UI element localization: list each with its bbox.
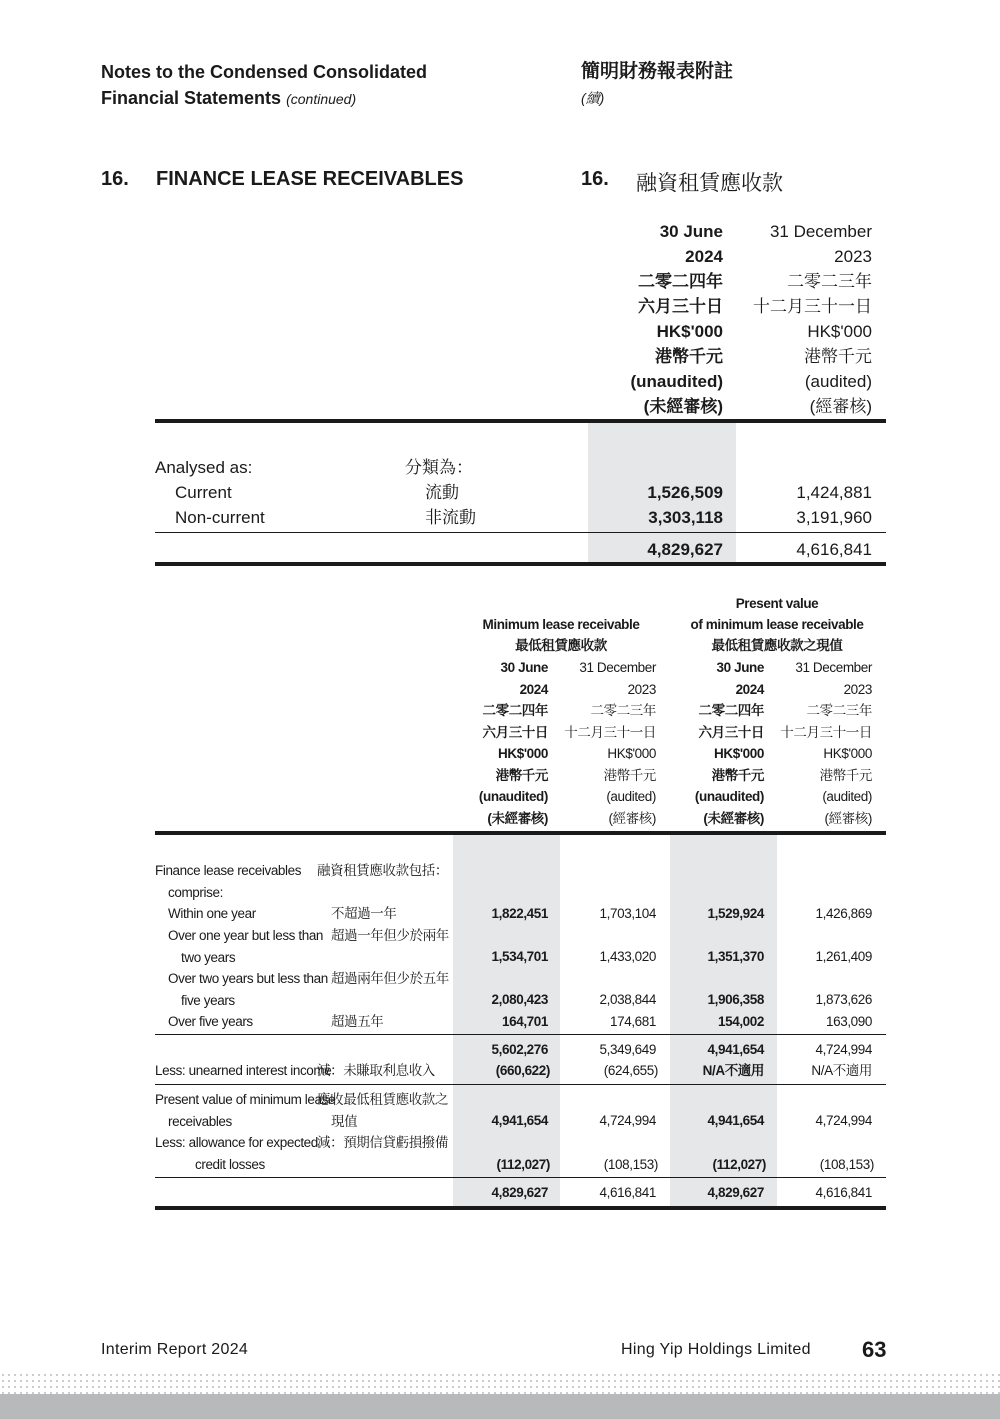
t2-col4-header xyxy=(772,657,872,829)
t2-row-pv-zh xyxy=(317,1089,448,1132)
t2-ecl-v3: (112,027) xyxy=(712,1157,766,1172)
t1-h1-l6: (unaudited) xyxy=(630,372,723,391)
t1-row-noncurrent-v2: 3,191,960 xyxy=(796,508,872,527)
section-title-zh: 融資租賃應收款 xyxy=(636,172,783,195)
t1-row-current-en: Current xyxy=(175,483,232,502)
t2-row-unearned-en: Less: unearned interest income xyxy=(155,1063,332,1078)
t2-within1-v4: 1,426,869 xyxy=(815,906,872,921)
t2-c2-l5: 港幣千元 xyxy=(603,767,656,783)
t2-subtotal-v2: 5,349,649 xyxy=(599,1042,656,1057)
t2-group-pv-l2: 最低租賃應收款之現值 xyxy=(711,638,843,653)
t2-2to5-v4: 1,873,626 xyxy=(815,992,872,1007)
t1-col-current-header xyxy=(560,219,723,419)
t2-col1-header xyxy=(448,657,548,829)
t2-2to5-v2: 2,038,844 xyxy=(599,992,656,1007)
t2-row-within1-zh: 不超過一年 xyxy=(331,906,397,921)
t2-within1-v2: 1,703,104 xyxy=(599,906,656,921)
t1-row-current-v1: 1,526,509 xyxy=(647,483,723,502)
t1-h2-l3: 十二月三十一日 xyxy=(753,297,872,316)
t2-c3-l1: 2024 xyxy=(735,681,764,697)
t2-group-pv-header xyxy=(670,593,884,656)
t2-c3-l3: 六月三十日 xyxy=(698,724,764,740)
t2-row-pv-en-l1: receivables xyxy=(168,1113,232,1129)
t2-c4-l1: 2023 xyxy=(843,681,872,697)
t2-row-2to5-zh: 超過兩年但少於五年 xyxy=(331,971,449,986)
t2-c4-l4: HK$'000 xyxy=(823,746,872,761)
t1-row-analysed xyxy=(155,455,252,480)
t2-col3-header xyxy=(664,657,764,829)
t2-row-comprise-en xyxy=(155,860,301,903)
t1-h2-l2: 二零二三年 xyxy=(787,272,872,291)
continued-label-en: (continued) xyxy=(286,91,357,107)
t2-total-top-rule xyxy=(155,1177,886,1178)
t2-c2-l6: (audited) xyxy=(606,789,656,804)
notes-title-zh xyxy=(581,59,733,111)
t1-h1-l7: (未經審核) xyxy=(643,397,723,416)
section-number-zh: 16. xyxy=(581,168,609,190)
t2-group-pv-l1: of minimum lease receivable xyxy=(690,617,864,632)
t2-row-comprise-en-l0: Finance lease receivables xyxy=(155,863,302,878)
t2-row-over5-zh: 超過五年 xyxy=(331,1014,384,1029)
t2-subtotal-v3: 4,941,654 xyxy=(707,1042,764,1057)
t2-group-pv-l0: Present value xyxy=(735,596,819,611)
t1-row-noncurrent-en: Non-current xyxy=(175,508,265,527)
t2-pv-v2: 4,724,994 xyxy=(599,1113,656,1128)
t2-subtotal-v4: 4,724,994 xyxy=(815,1042,872,1057)
footer-grey-band xyxy=(0,1394,1000,1419)
t2-over5-v3: 154,002 xyxy=(718,1014,764,1029)
t2-total-bottom-rule xyxy=(155,1206,886,1210)
t1-row-analysed-zh: 分類為： xyxy=(405,458,473,477)
t2-c1-l2: 二零二四年 xyxy=(482,703,548,718)
footer-dot-pattern xyxy=(0,1372,1000,1394)
t2-1to2-v1: 1,534,701 xyxy=(491,949,548,964)
t2-over5-v4: 163,090 xyxy=(826,1014,872,1029)
t2-c3-l7: (未經審核) xyxy=(703,810,764,826)
t2-unearned-v3: N/A不適用 xyxy=(702,1063,764,1078)
t1-col-prior-header xyxy=(726,219,872,419)
t2-c2-l1: 2023 xyxy=(627,681,656,697)
t2-unearned-v4: N/A不適用 xyxy=(811,1063,872,1078)
t2-row-within1-en: Within one year xyxy=(168,906,256,921)
t1-h1-l3: 六月三十日 xyxy=(638,297,723,316)
t2-row-pv-en-l0: Present value of minimum lease xyxy=(155,1092,336,1107)
t2-c1-l1: 2024 xyxy=(519,681,548,697)
t2-c1-l0: 30 June xyxy=(500,660,548,675)
t2-c4-l3: 十二月三十一日 xyxy=(780,724,872,740)
t2-1to2-v2: 1,433,020 xyxy=(599,949,656,964)
continued-label-zh: (續) xyxy=(581,90,605,106)
t2-row-1to2-en-l1: two years xyxy=(181,949,236,965)
t2-row-unearned-zh: 減：未賺取利息收入 xyxy=(317,1063,435,1078)
t2-within1-v1: 1,822,451 xyxy=(491,906,548,921)
t1-header-rule xyxy=(155,419,886,423)
t2-c2-l2: 二零二三年 xyxy=(590,703,656,718)
t2-c2-l4: HK$'000 xyxy=(607,746,656,761)
section-title-en: FINANCE LEASE RECEIVABLES xyxy=(156,168,464,190)
t2-within1-v3: 1,529,924 xyxy=(707,906,764,921)
t2-row-2to5-en-l1: five years xyxy=(181,992,235,1008)
footer-company-name: Hing Yip Holdings Limited xyxy=(621,1341,811,1358)
t2-c3-l0: 30 June xyxy=(716,660,764,675)
t2-row-over5-en: Over five years xyxy=(168,1014,253,1029)
t2-row-ecl-en-l0: Less: allowance for expected xyxy=(155,1135,318,1150)
t2-c4-l0: 31 December xyxy=(795,660,872,675)
t1-subtotal-rule xyxy=(155,532,886,533)
t2-1to2-v4: 1,261,409 xyxy=(815,949,872,964)
t2-row-ecl-zh: 減：預期信貸虧損撥備 xyxy=(317,1135,448,1150)
t2-row-pv-zh-l0: 應收最低租賃應收款之 xyxy=(317,1092,448,1107)
t2-over5-v1: 164,701 xyxy=(502,1014,548,1029)
t1-h2-l4: HK$'000 xyxy=(807,322,872,341)
t2-subtotal-rule-2 xyxy=(155,1084,886,1085)
t2-row-1to2-en-l0: Over one year but less than xyxy=(168,928,324,943)
t2-total-v4: 4,616,841 xyxy=(815,1185,872,1200)
notes-title-line2: Financial Statements xyxy=(101,88,282,108)
section-number: 16. xyxy=(101,168,129,190)
t1-total-v2: 4,616,841 xyxy=(796,540,872,559)
t1-row-analysed-en: Analysed as: xyxy=(155,458,253,477)
t2-group-min-en: Minimum lease receivable xyxy=(482,617,640,632)
t2-total-v1: 4,829,627 xyxy=(491,1185,548,1200)
t2-2to5-v1: 2,080,423 xyxy=(491,992,548,1007)
t2-row-comprise-en-l1: comprise: xyxy=(168,884,223,900)
t2-1to2-v3: 1,351,370 xyxy=(707,949,764,964)
t2-c4-l7: (經審核) xyxy=(824,810,872,826)
t2-row-pv-en xyxy=(155,1089,335,1132)
t2-over5-v2: 174,681 xyxy=(610,1014,656,1029)
notes-title-zh-text: 簡明財務報表附註 xyxy=(581,61,734,82)
t1-h1-l4: HK$'000 xyxy=(656,322,723,341)
t2-unearned-v1: (660,622) xyxy=(495,1063,550,1078)
t1-h2-l7: (經審核) xyxy=(809,397,872,416)
t2-group-min-zh: 最低租賃應收款 xyxy=(515,638,607,653)
t1-total-rule xyxy=(155,562,886,566)
t2-c4-l5: 港幣千元 xyxy=(819,767,872,783)
t2-pv-v3: 4,941,654 xyxy=(707,1113,764,1128)
t1-h1-l2: 二零二四年 xyxy=(638,272,723,291)
t1-row-noncurrent-v1: 3,303,118 xyxy=(648,508,723,527)
t2-c3-l2: 二零二四年 xyxy=(698,703,764,718)
notes-title-line1: Notes to the Condensed Consolidated xyxy=(101,62,428,82)
t2-c1-l6: (unaudited) xyxy=(478,789,548,804)
t1-h2-l1: 2023 xyxy=(834,247,872,266)
t2-2to5-v3: 1,906,358 xyxy=(707,992,764,1007)
t2-subtotal-rule-1 xyxy=(155,1034,886,1035)
t1-h1-l0: 30 June xyxy=(659,222,723,241)
t2-c1-l7: (未經審核) xyxy=(487,810,548,826)
t2-unearned-v2: (624,655) xyxy=(603,1063,658,1078)
t2-c3-l6: (unaudited) xyxy=(694,789,764,804)
t2-col2-header xyxy=(556,657,656,829)
t1-h2-l5: 港幣千元 xyxy=(804,347,872,366)
t2-row-1to2-en xyxy=(168,925,323,968)
t2-row-pv-zh-l1: 現值 xyxy=(331,1113,358,1129)
t2-row-comprise-zh: 融資租賃應收款包括： xyxy=(317,863,448,878)
t2-c4-l6: (audited) xyxy=(822,789,872,804)
t1-h2-l0: 31 December xyxy=(769,222,872,241)
t2-c2-l7: (經審核) xyxy=(608,810,656,826)
t2-group-min-header xyxy=(454,614,668,656)
t2-c3-l4: HK$'000 xyxy=(714,746,764,761)
t2-row-2to5-en-l0: Over two years but less than xyxy=(168,971,328,986)
footer-report-name: Interim Report 2024 xyxy=(101,1341,249,1358)
t1-h1-l5: 港幣千元 xyxy=(655,347,723,366)
t2-subtotal-v1: 5,602,276 xyxy=(491,1042,548,1057)
t1-row-current-v2: 1,424,881 xyxy=(796,483,872,502)
t2-c1-l5: 港幣千元 xyxy=(495,767,548,783)
t2-c2-l3: 十二月三十一日 xyxy=(564,724,656,740)
t2-ecl-v2: (108,153) xyxy=(603,1157,658,1172)
t2-pv-v4: 4,724,994 xyxy=(815,1113,872,1128)
t2-row-ecl-en-l1: credit losses xyxy=(195,1156,265,1172)
t2-total-v2: 4,616,841 xyxy=(599,1185,656,1200)
t1-row-current-zh: 流動 xyxy=(425,483,459,502)
t2-ecl-v4: (108,153) xyxy=(819,1157,874,1172)
t2-c2-l0: 31 December xyxy=(579,660,656,675)
t1-h2-l6: (audited) xyxy=(804,372,872,391)
t2-c1-l3: 六月三十日 xyxy=(482,724,548,740)
t2-ecl-v1: (112,027) xyxy=(496,1157,550,1172)
t2-row-ecl-en xyxy=(155,1132,318,1175)
t1-row-noncurrent-zh: 非流動 xyxy=(425,508,476,527)
t1-h1-l1: 2024 xyxy=(685,247,723,266)
notes-title-en xyxy=(101,59,427,112)
t2-c3-l5: 港幣千元 xyxy=(711,767,764,783)
t2-c1-l4: HK$'000 xyxy=(498,746,548,761)
t2-row-1to2-zh: 超過一年但少於兩年 xyxy=(331,928,449,943)
page-number: 63 xyxy=(862,1337,887,1362)
t2-total-v3: 4,829,627 xyxy=(707,1185,764,1200)
t2-pv-v1: 4,941,654 xyxy=(491,1113,548,1128)
t2-c4-l2: 二零二三年 xyxy=(806,703,872,718)
t1-total-v1: 4,829,627 xyxy=(647,540,723,559)
t2-row-2to5-en xyxy=(168,968,328,1011)
